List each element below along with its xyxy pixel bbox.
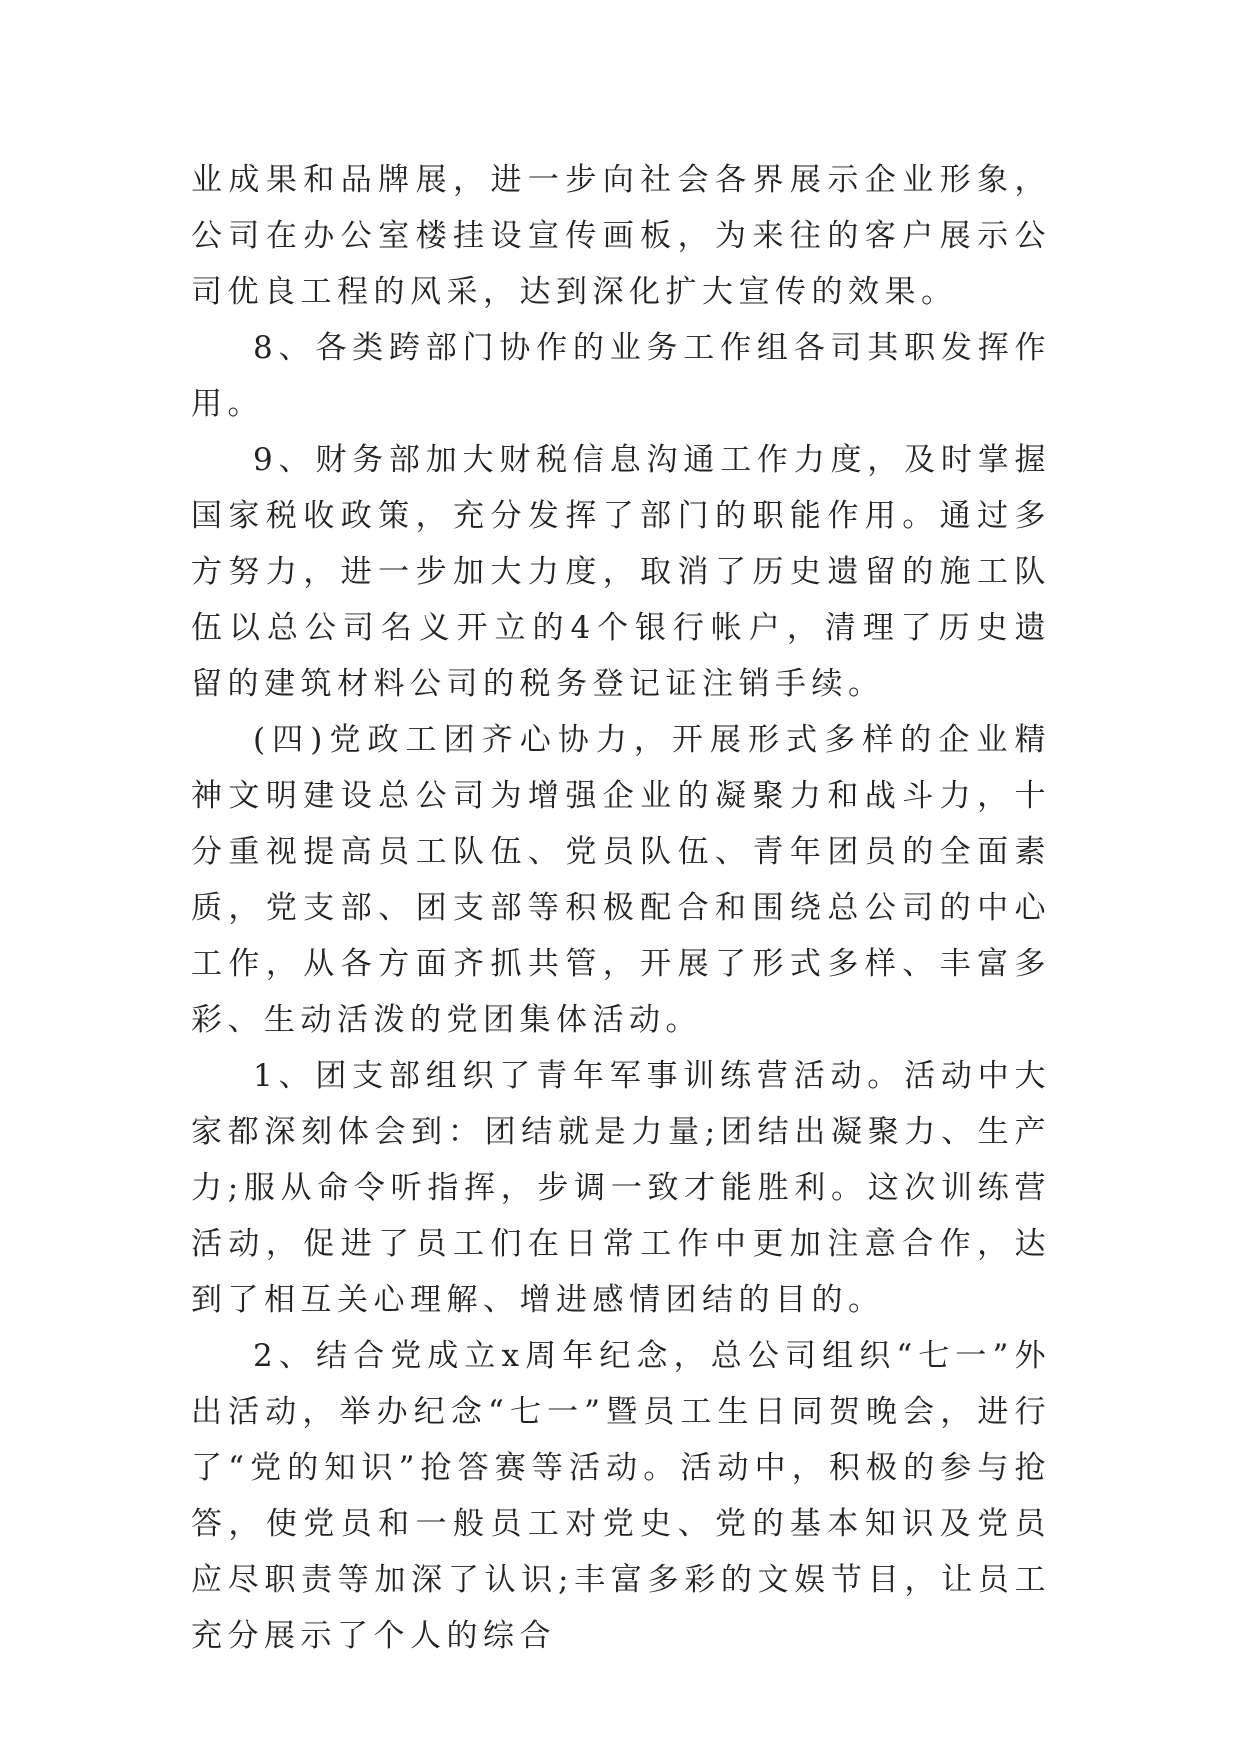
document-body — [191, 152, 1051, 1664]
paragraph-item-9: 9、财务部加大财税信息沟通工作力度，及时掌握国家税收政策，充分发挥了部门的职能作用。通过多方努力，进一步加大力度，取消了历史遗留的施工队伍以总公司名义开立的4个银行帐户，清理了历史遗留的建筑材料公司的税务登记证注销手续。 — [191, 442, 1051, 702]
paragraph-item-1: 1、团支部组织了青年军事训练营活动。活动中大家都深刻体会到：团结就是力量;团结出凝聚力、生产力;服从命令听指挥，步调一致才能胜利。这次训练营活动，促进了员工们在日常工作中更加注意合作，达到了相互关心理解、增进感情团结的目的。 — [191, 1058, 1051, 1318]
paragraph-intro-continuation: 业成果和品牌展，进一步向社会各界展示企业形象，公司在办公室楼挂设宣传画板，为来往的客户展示公司优良工程的风采，达到深化扩大宣传的效果。 — [191, 162, 1051, 310]
paragraph-item-8: 8、各类跨部门协作的业务工作组各司其职发挥作用。 — [191, 330, 1051, 422]
paragraph-section-4: (四)党政工团齐心协力，开展形式多样的企业精神文明建设总公司为增强企业的凝聚力和战斗力，十分重视提高员工队伍、党员队伍、青年团员的全面素质，党支部、团支部等积极配合和围绕总公司的中心工作，从各方面齐抓共管，开展了形式多样、丰富多彩、生动活泼的党团集体活动。 — [191, 722, 1051, 1038]
paragraph-item-2: 2、结合党成立x周年纪念，总公司组织“七一”外出活动，举办纪念“七一”暨员工生日同贺晚会，进行了“党的知识”抢答赛等活动。活动中，积极的参与抢答，使党员和一般员工对党史、党的基本知识及党员应尽职责等加深了认识;丰富多彩的文娱节目，让员工充分展示了个人的综合 — [191, 1338, 1051, 1654]
